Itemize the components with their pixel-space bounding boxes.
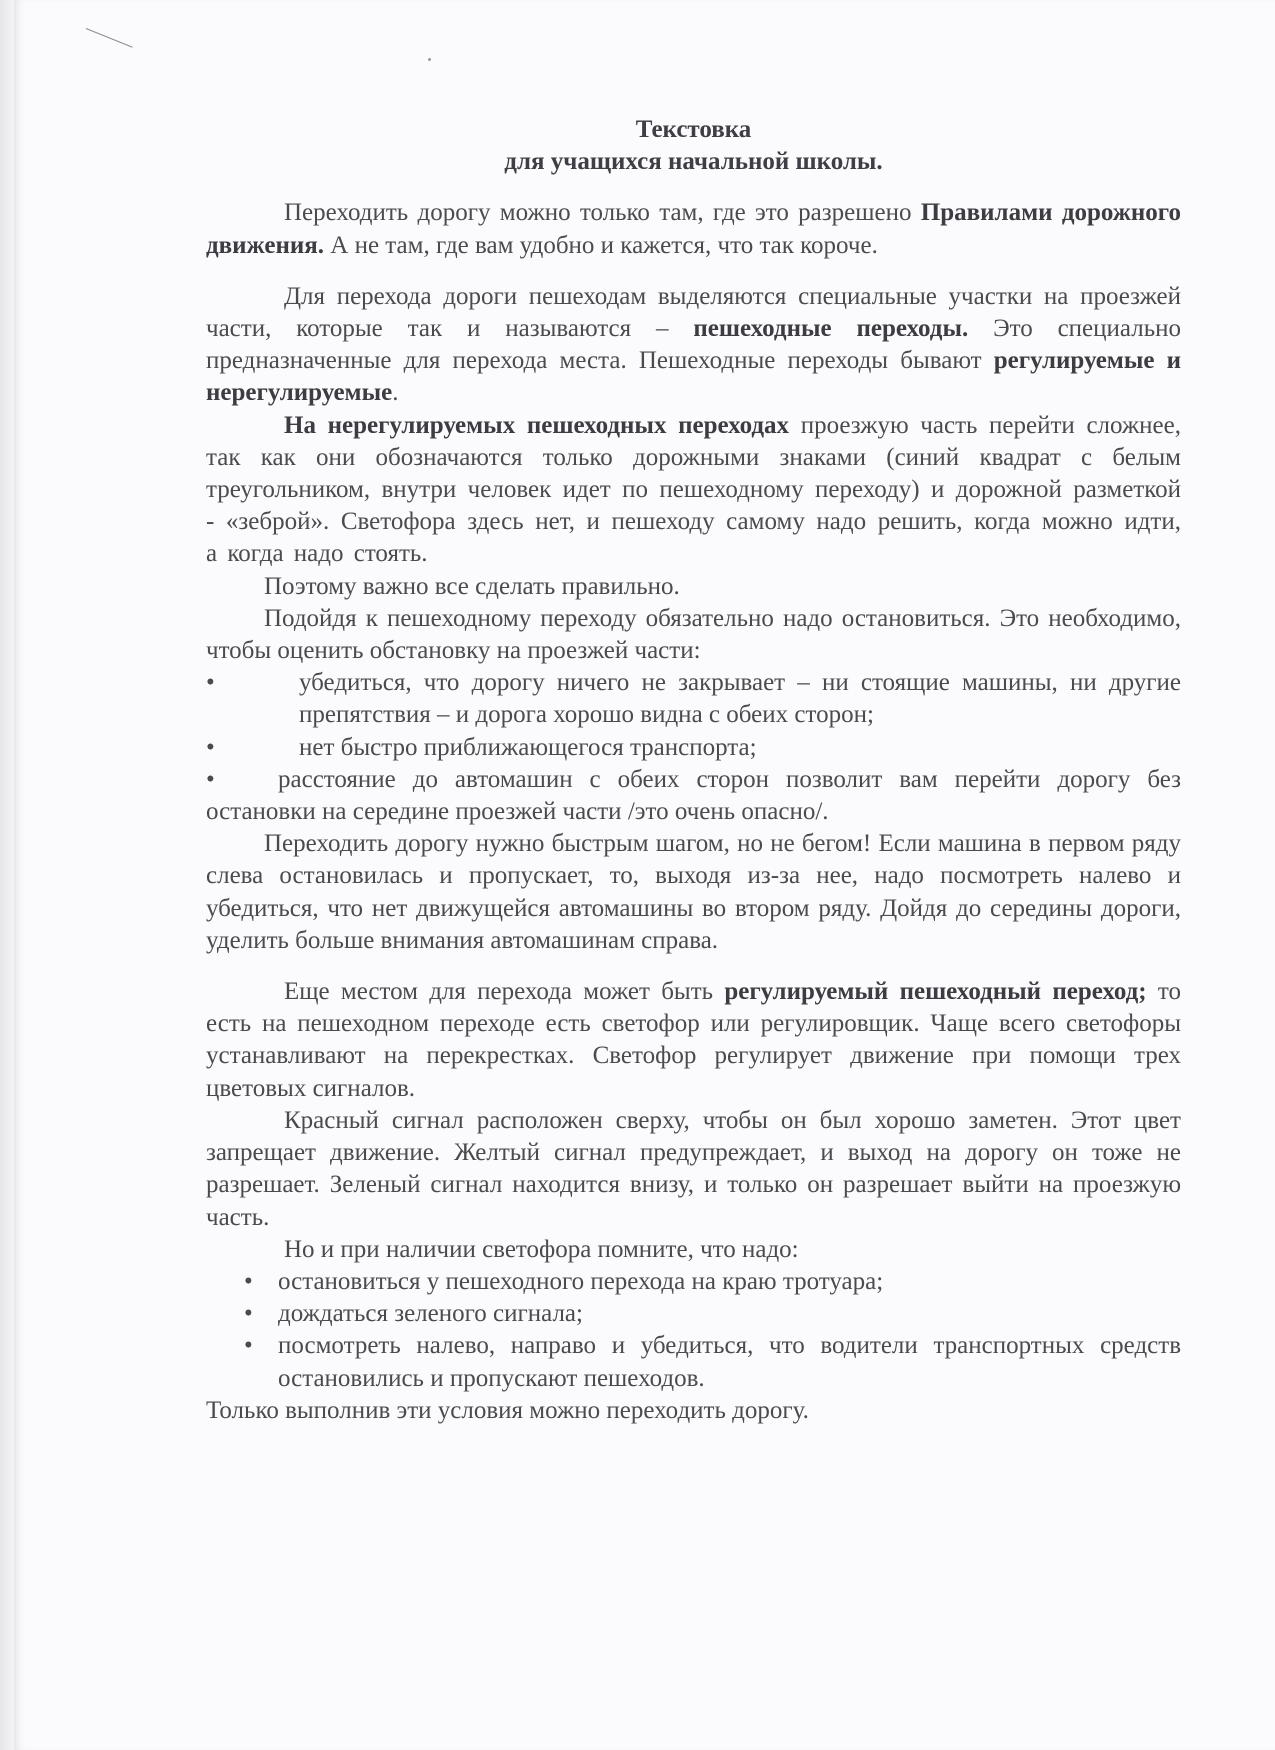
list-item: • дождаться зеленого сигнала; <box>206 1298 1181 1330</box>
document-subtitle: для учащихся начальной школы. <box>504 148 883 176</box>
checklist-2 <box>206 1266 1181 1395</box>
list-item: • посмотреть налево, направо и убедиться, что водители транспортных средств остановились и пропускают пешеходов. <box>244 1332 1181 1392</box>
page-edge <box>0 0 14 1750</box>
paragraph-3: На нерегулируемых пешеходных переходах проезжую часть перейти сложнее, так как они обозначаются только дорожными знаками (синий квадрат с белым треугольником, внутри человек идет по пешеходному переходу) и дорожной разметкой - «зеброй». Светофора здесь нет, и пешеходу самому надо решить, когда можно идти, а когда надо стоять. <box>206 411 1181 568</box>
checklist-1 <box>206 667 1181 764</box>
list-item: • остановиться у пешеходного перехода на краю тротуара; <box>206 1266 1181 1298</box>
bullet-icon: • <box>244 1300 253 1328</box>
paragraph-1: Переходить дорогу можно только там, где это разрешено Правилами дорожного движения. А не там, где вам удобно и кажется, что так короче. <box>206 199 1182 259</box>
document-title: Текстовка <box>635 116 752 143</box>
bullet-icon: • <box>206 765 215 793</box>
paragraph-4: Поэтому важно все сделать правильно. <box>264 572 680 600</box>
paragraph-6: Переходить дорогу нужно быстрым шагом, но не бегом! Если машина в первом ряду слева остановилась и пропускает, то, выходя из-за нее, надо посмотреть налево и убедиться, что нет движущейся автомашины во втором ряду. Дойдя до середины дороги, уделить больше внимания автомашинам справа. <box>206 830 1181 954</box>
scan-dot <box>428 58 431 61</box>
paragraph-2: Для перехода дороги пешеходам выделяются специальные участки на проезжей части, которые так и называются – пешеходные переходы. Это специально предназначенные для перехода места. Пешеходные переходы бывают регулируемые и нерегулируемые. <box>206 282 1181 407</box>
list-item-hanging: • расстояние до автомашин с обеих сторон позволит вам перейти дорогу без остановки на середине проезжей части /это очень опасно/. <box>206 765 1181 826</box>
paragraph-5: Подойдя к пешеходному переходу обязательно надо остановиться. Это необходимо, чтобы оценить обстановку на проезжей части: <box>206 604 1181 665</box>
scan-mark <box>86 28 133 48</box>
document-body <box>206 114 1181 1427</box>
paragraph-7: Еще местом для перехода может быть регулируемый пешеходный переход; то есть на пешеходном переходе есть светофор или регулировщик. Чаще всего светофоры устанавливают на перекрестках. Светофор регулирует движение при помощи трех цветовых сигналов. <box>206 978 1181 1102</box>
list-item: • убедиться, что дорогу ничего не закрывает – ни стоящие машины, ни другие препятствия – и дорога хорошо видна с обеих сторон; <box>206 669 1181 729</box>
bullet-icon: • <box>244 1332 253 1360</box>
bullet-icon: • <box>206 669 215 697</box>
paragraph-9: Но и при наличии светофора помните, что надо: <box>284 1235 799 1263</box>
paragraph-8: Красный сигнал расположен сверху, чтобы он был хорошо заметен. Этот цвет запрещает движение. Желтый сигнал предупреждает, и выход на дорогу он тоже не разрешает. Зеленый сигнал находится внизу, и только он разрешает выйти на проезжую часть. <box>206 1106 1181 1231</box>
bullet-icon: • <box>244 1267 253 1295</box>
closing-line: Только выполнив эти условия можно переходить дорогу. <box>206 1396 809 1424</box>
list-item: • нет быстро приближающегося транспорта; <box>206 732 1181 764</box>
bullet-icon: • <box>206 733 215 761</box>
